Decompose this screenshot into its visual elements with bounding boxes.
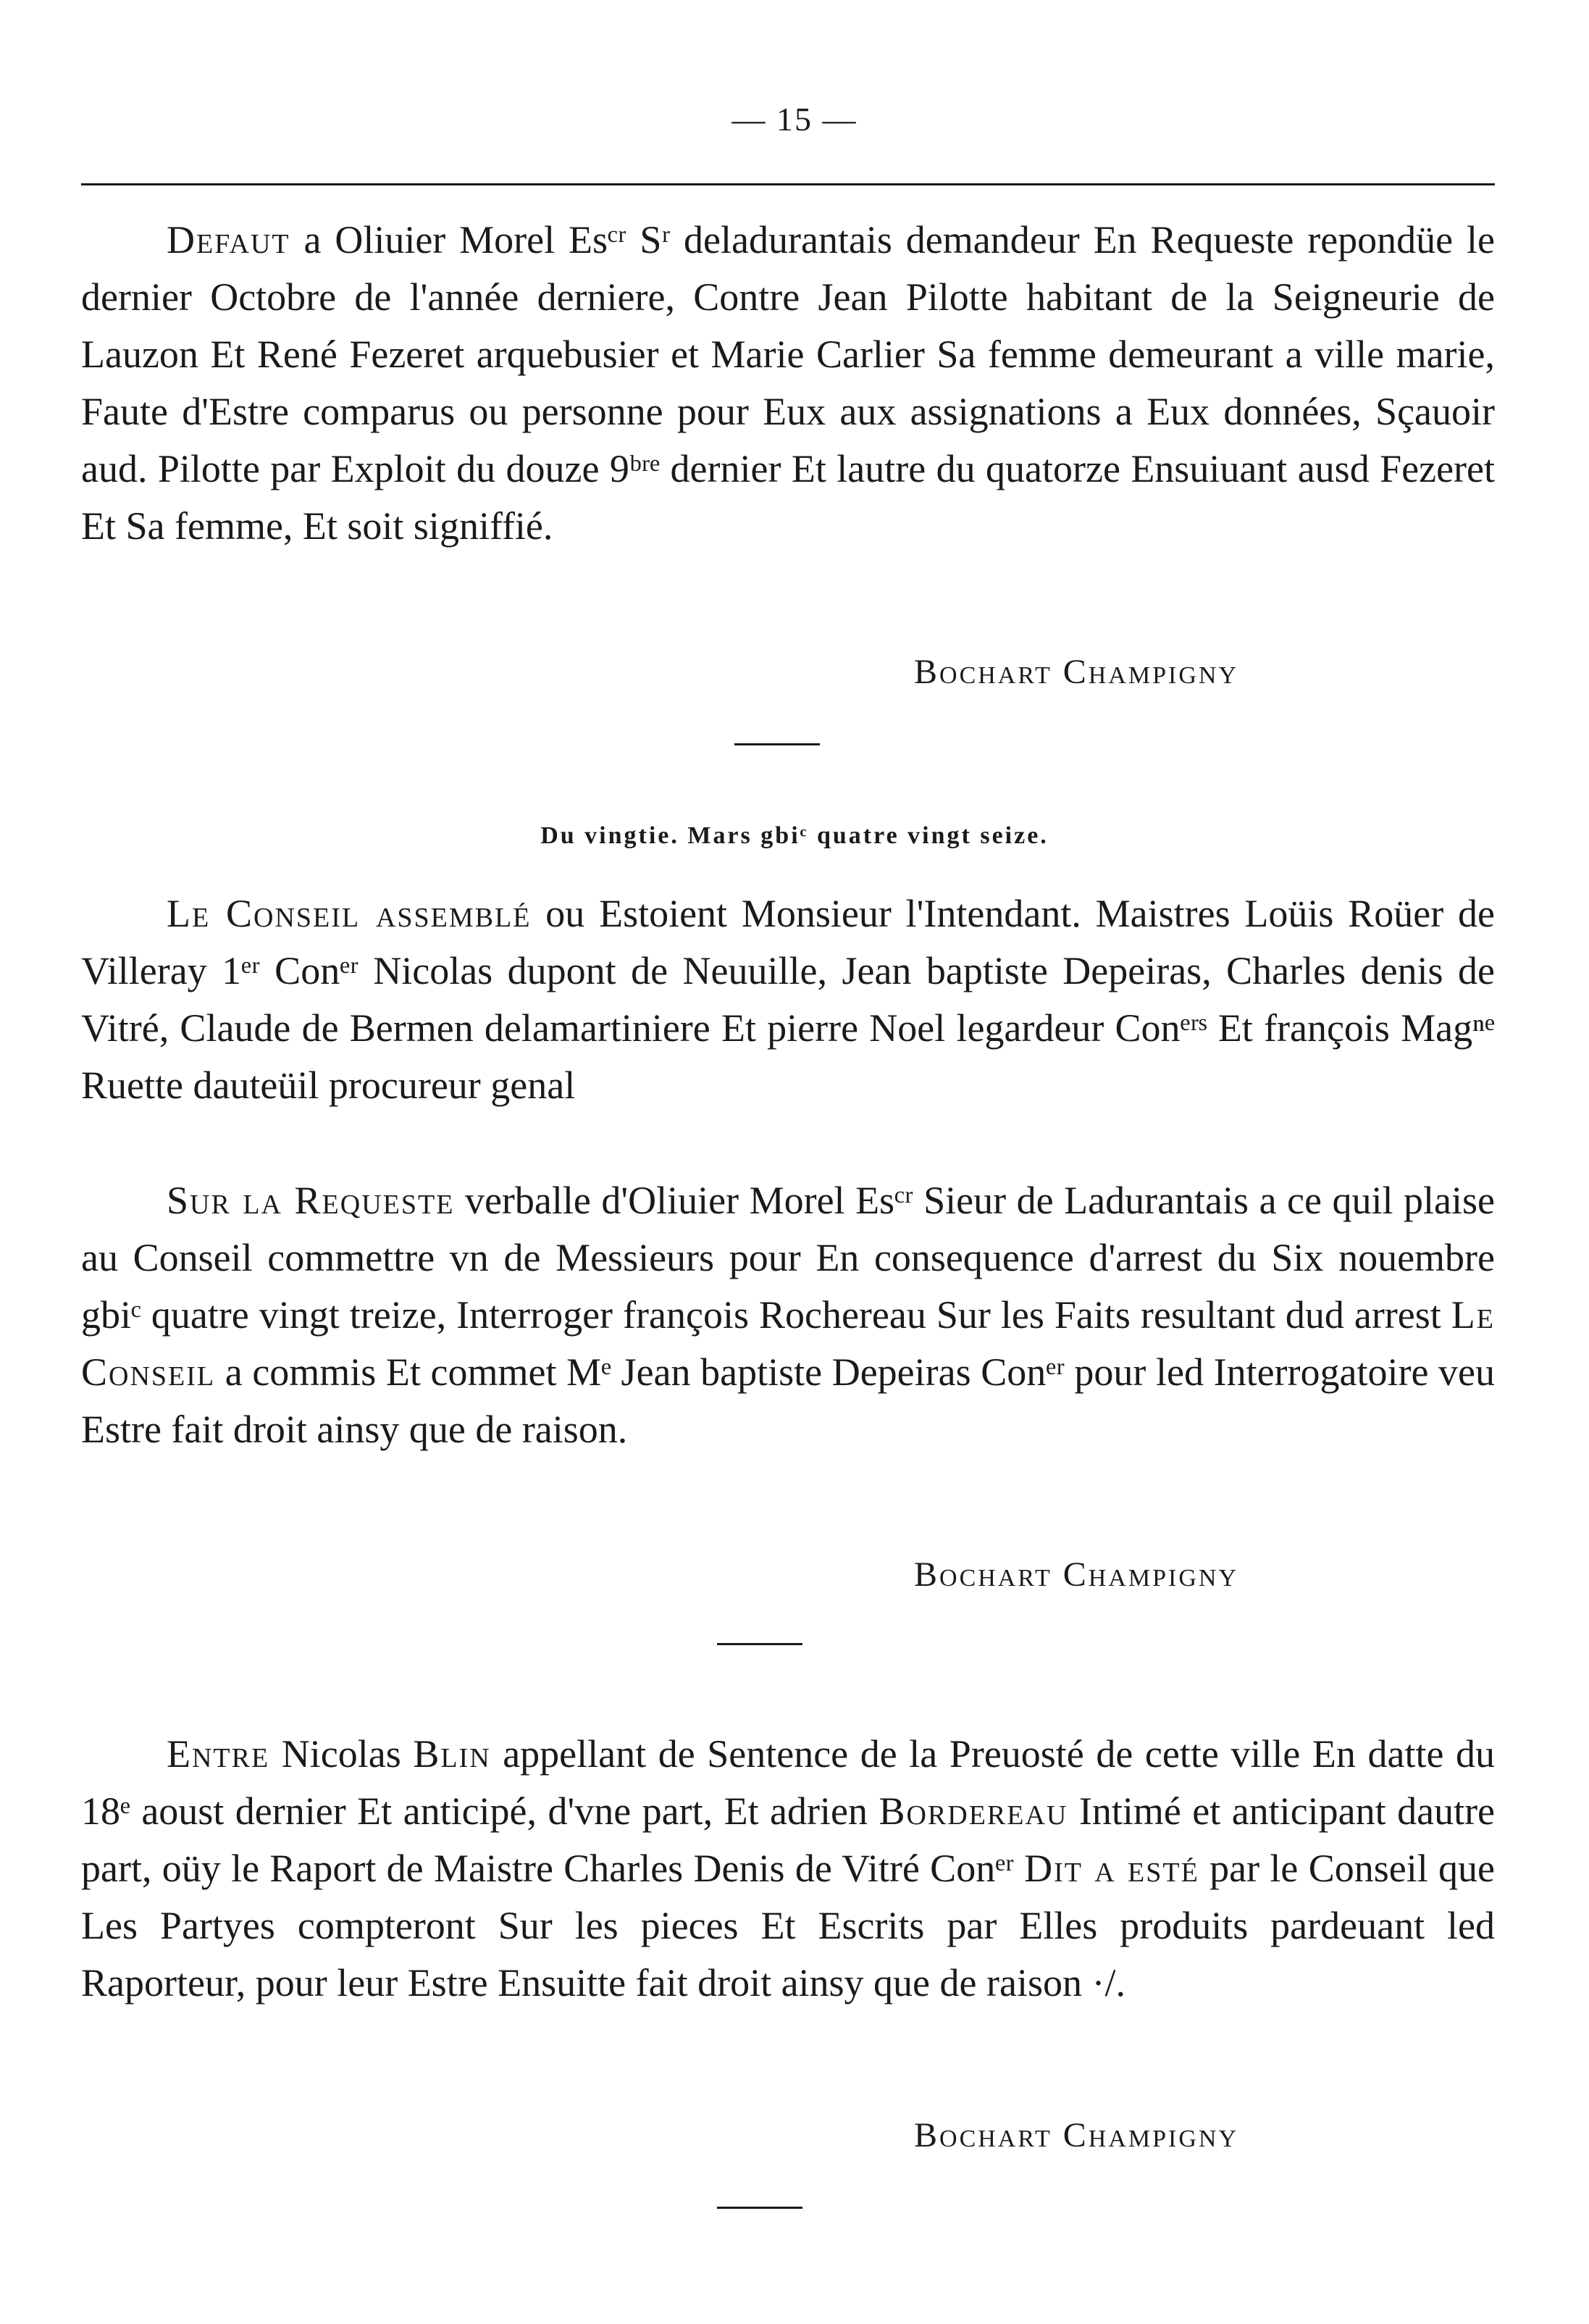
request-paragraph	[81, 1172, 1495, 1458]
party-bordereau: Bordereau	[879, 1789, 1068, 1833]
defaut-text: a Oliuier Morel Esᶜʳ Sʳ deladurantais demandeur En Requeste repondüe le dernier Octobre de l'année derniere, Contre Jean Pilotte habitant de la Seigneurie de Lauzon Et René Fezeret arquebusier et Marie Carlier Sa femme demeurant a ville marie, Faute d'Estre comparus ou personne pour Eux aux assignations a Eux données, Sçauoir aud. Pilotte par Exploit du douze 9ᵇʳᵉ dernier Et lautre du quatorze Ensuiuant ausd Fezeret Et Sa femme, Et soit signiffié.	[81, 218, 1495, 548]
defaut-paragraph	[81, 212, 1495, 555]
entre-text-a: Nicolas	[281, 1732, 401, 1776]
page-number: — 15 —	[731, 101, 858, 138]
signature-2: Bochart Champigny	[914, 1555, 1239, 1594]
section-divider-1	[734, 743, 820, 745]
defaut-lead: Defaut	[167, 218, 290, 262]
section-divider-2	[717, 1643, 802, 1645]
entre-text-b: appellant de Sentence de la Preuosté de cette ville En datte du 18ᵉ aoust dernier Et anticipé, d'vne part, Et adrien	[81, 1732, 1496, 1833]
entre-lead: Entre	[167, 1732, 270, 1776]
decision-lead: Le Conseil	[81, 1293, 1495, 1394]
request-lead: Sur la Requeste	[167, 1179, 455, 1222]
ruling-lead: Dit a esté	[1024, 1847, 1199, 1890]
party-blin: Blin	[413, 1732, 491, 1776]
signature-1: Bochart Champigny	[914, 653, 1239, 691]
entre-text-d: par le Conseil que Les Partyes compteront Sur les pieces Et Escrits par Elles produits pardeuant led Raporteur, pour leur Estre Ensuitte fait droit ainsy que de raison ·/.	[81, 1847, 1496, 2005]
entre-paragraph	[81, 1726, 1495, 2012]
council-text: ou Estoient Monsieur l'Intendant. Maistres Loüis Roüer de Villeray 1ᵉʳ Conᵉʳ Nicolas dupont de Neuuille, Jean baptiste Depeiras, Charles denis de Vitré, Claude de Bermen delamartiniere Et pierre Noel legardeur Conᵉʳˢ Et françois Magⁿᵉ Ruette dauteüil procureur genal	[81, 892, 1496, 1107]
decision-text: a commis Et commet Mᵉ Jean baptiste Depeiras Conᵉʳ pour led Interrogatoire veu Estre fait droit ainsy que de raison.	[81, 1350, 1496, 1451]
council-paragraph	[81, 885, 1495, 1114]
signature-3: Bochart Champigny	[914, 2116, 1239, 2154]
header-rule	[81, 183, 1495, 185]
request-text: verballe d'Oliuier Morel Esᶜʳ Sieur de Ladurantais a ce quil plaise au Conseil commettre vn de Messieurs pour En consequence d'arrest du Six nouembre gbiᶜ quatre vingt treize, Interroger françois Rochereau Sur les Faits resultant dud arrest	[81, 1179, 1496, 1337]
section-divider-3	[717, 2207, 802, 2209]
date-heading: Du vingtie. Mars gbiᶜ quatre vingt seize.	[540, 822, 1049, 849]
council-lead: Le Conseil assemblé	[167, 892, 532, 935]
entre-text-c: Intimé et anticipant dautre part, oüy le Raport de Maistre Charles Denis de Vitré Conᵉʳ	[81, 1789, 1496, 1890]
